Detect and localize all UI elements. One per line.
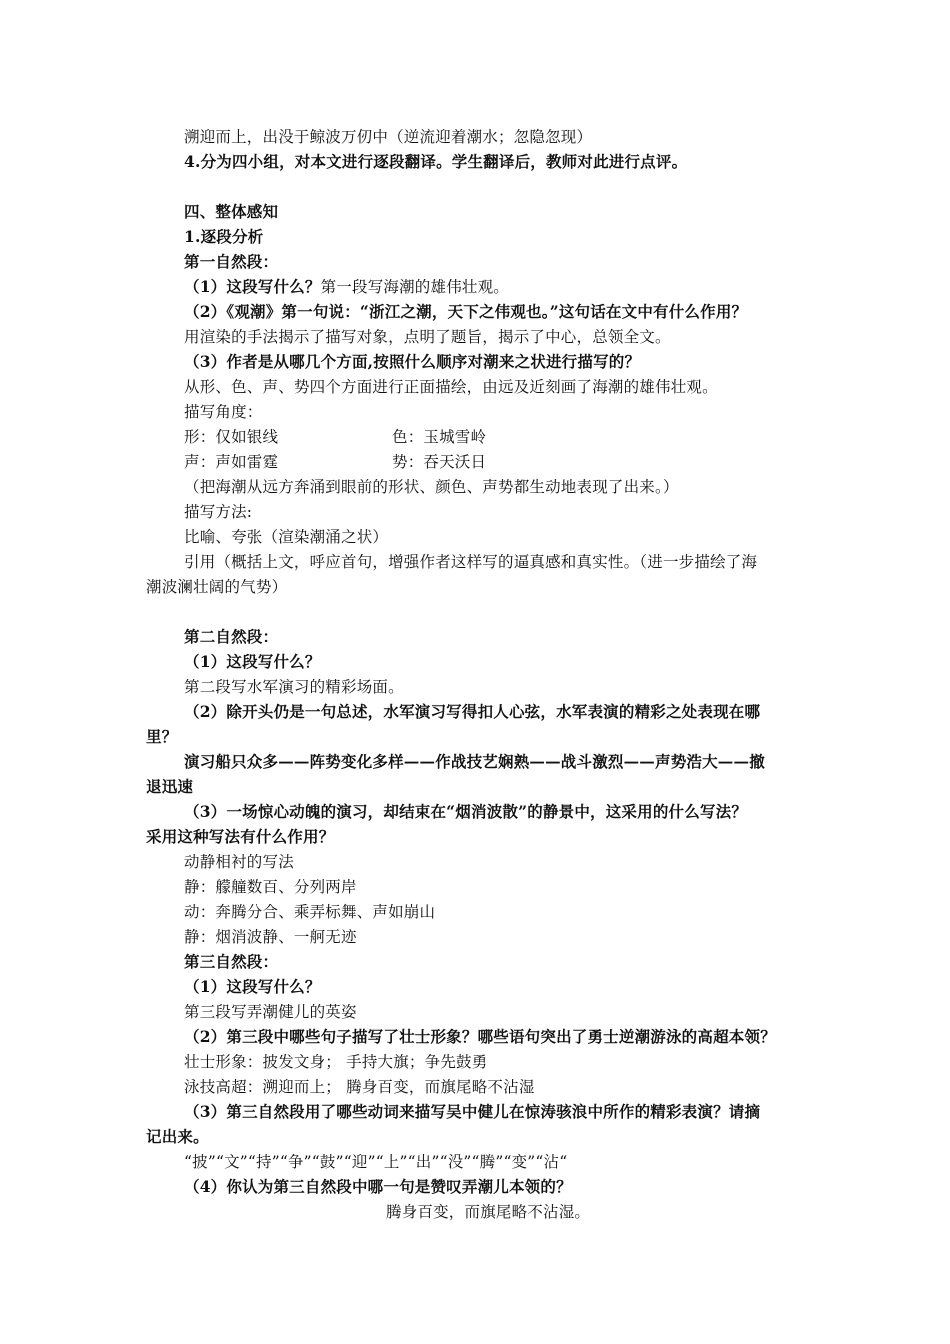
text-line: 泳技高超：溯迎而上； 腾身百变，而旗尾略不沾湿 — [184, 1078, 535, 1096]
paragraph-heading: 第二自然段： — [184, 627, 279, 646]
answer: 从形、色、声、势四个方面进行正面描绘，由远及近刻画了海潮的雄伟壮观。 — [184, 378, 718, 396]
text-line: 描写方法: — [184, 503, 253, 521]
question: 采用这种写法有什么作用？ — [146, 827, 335, 846]
answer: 第一段写海潮的雄伟壮观。 — [320, 278, 509, 296]
answer: 动静相衬的写法 — [184, 853, 294, 871]
answer: 演习船只众多——阵势变化多样——作战技艺娴熟——战斗激烈——声势浩大——撤 — [184, 752, 765, 771]
question: （1）这段写什么？ — [184, 977, 321, 996]
question: （3）作者是从哪几个方面,按照什么顺序对潮来之状进行描写的？ — [184, 352, 641, 371]
question: 里？ — [146, 727, 178, 746]
text-line: 势：吞天沃日 — [392, 453, 487, 471]
text-line: 引用（概括上文，呼应首句，增强作者这样写的逼真感和真实性。（进一步描绘了海 — [184, 553, 758, 571]
text-line: 动：奔腾分合、乘弄标舞、声如崩山 — [184, 903, 436, 921]
text-line: 色：玉城雪岭 — [392, 428, 487, 446]
step-heading: 4.分为四小组，对本文进行逐段翻译。学生翻译后，教师对此进行点评。 — [184, 152, 688, 171]
text-line: 静：艨艟数百、分列两岸 — [184, 878, 357, 896]
question: （4）你认为第三自然段中哪一句是赞叹弄潮儿本领的？ — [184, 1177, 572, 1196]
text-line: 声：声如雷霆 — [184, 453, 279, 471]
section-heading: 四、整体感知 — [184, 202, 279, 221]
text-line: 潮波澜壮阔的气势） — [146, 578, 288, 596]
answer: 第二段写水军演习的精彩场面。 — [184, 678, 404, 696]
text-line: 溯迎而上，出没于鲸波万仞中（逆流迎着潮水；忽隐忽现） — [184, 128, 593, 146]
text-line: 比喻、夸张（渲染潮涌之状） — [184, 528, 389, 546]
answer: “披”“文”“持”“争”“鼓”“迎”“上”“出”“没”“腾”“变”“沾“ — [184, 1153, 568, 1171]
text-line: 壮士形象：披发文身； 手持大旗；争先鼓勇 — [184, 1053, 488, 1071]
answer: 用渲染的手法揭示了描写对象，点明了题旨，揭示了中心，总领全文。 — [184, 328, 671, 346]
question: （2）除开头仍是一句总述，水军演习写得扣人心弦，水军表演的精彩之处表现在哪 — [184, 702, 761, 721]
answer: 第三段写弄潮健儿的英姿 — [184, 1003, 357, 1021]
text-line: 静：烟消波静、一舸无迹 — [184, 928, 357, 946]
question-answer-line — [184, 275, 509, 299]
answer: 退迅速 — [146, 777, 194, 796]
text-line: （把海潮从远方奔涌到眼前的形状、颜色、声势都生动地表现了出来。） — [184, 478, 679, 496]
question: （2）第三段中哪些句子描写了壮士形象？哪些语句突出了勇士逆潮游泳的高超本领？ — [184, 1027, 776, 1046]
paragraph-heading: 第一自然段： — [184, 252, 279, 271]
answer: 腾身百变，而旗尾略不沾湿。 — [386, 1203, 591, 1221]
question: （1）这段写什么？ — [184, 652, 321, 671]
text-line: 描写角度： — [184, 403, 263, 421]
question: 记出来。 — [146, 1127, 209, 1146]
text-line: 形：仅如银线 — [184, 428, 279, 446]
question: （1）这段写什么？ — [184, 277, 321, 296]
subsection-heading: 1.逐段分析 — [184, 227, 264, 246]
question: （3）一场惊心动魄的演习，却结束在“烟消波散”的静景中，这采用的什么写法？ — [184, 802, 748, 821]
question: （3）第三自然段用了哪些动词来描写吴中健儿在惊涛骇浪中所作的精彩表演？请摘 — [184, 1102, 761, 1121]
paragraph-heading: 第三自然段： — [184, 952, 279, 971]
question: （2）《观潮》第一句说：“浙江之潮，天下之伟观也。”这句话在文中有什么作用？ — [184, 302, 748, 321]
